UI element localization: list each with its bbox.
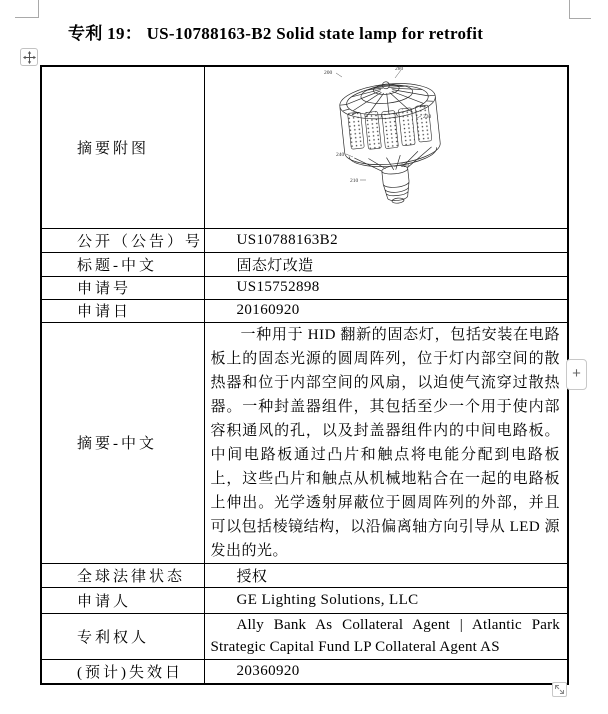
fig-ref-240: 240 [336, 152, 345, 158]
row-label: 专利权人 [41, 613, 204, 659]
application-number: US15752898 [236, 279, 320, 295]
resize-diagonal-icon [553, 683, 566, 696]
row-label: 公开（公告）号 [41, 228, 204, 252]
fig-ref-230: 230 [423, 114, 432, 120]
row-label: 申请号 [41, 276, 204, 299]
patent-info-table [40, 65, 569, 685]
table-row [41, 563, 568, 587]
crop-mark-top-left-vertical [38, 0, 39, 18]
led-retrofit-lamp-drawing-icon [322, 64, 462, 209]
abstract-cn: 一种用于 HID 翻新的固态灯，包括安装在电路板上的固态光源的圆周阵列，位于灯内部空间的散热器和位于内部空间的风扇，以迫使气流穿过散热器。一种封盖器组件，其包括至少一个用于使内部容积通风的孔，以及封盖器组件内的中间电路板。中间电路板通过凸片和触点将电能分配到电路板上，这些凸片和触点从机械地粘合在一起的电路板上伸出。光学透射屏蔽位于圆周阵列的外部，并且可以包括棱镜结构，以沿偏离轴方向引导从 LED 源发出的光。 [210, 326, 560, 559]
crop-mark-top-right-horizontal [569, 18, 591, 19]
assignee: Ally Bank As Collateral Agent | Atlantic Park Strategic Capital Fund LP Collateral Agent AS [210, 617, 560, 655]
plus-button[interactable]: + [566, 359, 587, 390]
fig-ref-280: 280 [395, 66, 404, 72]
crop-mark-top-right-vertical [569, 0, 570, 19]
table-row [41, 252, 568, 276]
fig-ref-210: 210 [350, 178, 359, 184]
page-title: 专利 19： US-10788163-B2 Solid state lamp for retrofit [68, 24, 484, 43]
publication-number: US10788163B2 [236, 231, 338, 248]
application-date: 20160920 [236, 302, 300, 318]
table-row [41, 659, 568, 684]
table-row [41, 322, 568, 563]
table-row [41, 587, 568, 613]
table-row [41, 66, 568, 228]
table-row [41, 613, 568, 659]
row-label: 摘要-中文 [41, 322, 204, 563]
fig-ref-220: 220 [401, 163, 410, 169]
applicant: GE Lighting Solutions, LLC [236, 591, 419, 608]
table-row [41, 276, 568, 299]
row-label: 申请人 [41, 587, 204, 613]
expiry-date: 20360920 [236, 662, 300, 679]
table-row [41, 228, 568, 252]
crop-mark-top-left-horizontal [15, 17, 39, 18]
table-resize-handle[interactable] [552, 682, 567, 697]
row-label: 标题-中文 [41, 252, 204, 276]
move-arrows-icon [23, 51, 36, 64]
table-row [41, 299, 568, 322]
legal-status: 授权 [236, 568, 268, 585]
table-move-handle[interactable] [20, 48, 38, 66]
row-label: 摘要附图 [41, 66, 204, 228]
title-cn: 固态灯改造 [236, 257, 314, 274]
row-label: (预计)失效日 [41, 659, 204, 684]
row-label: 申请日 [41, 299, 204, 322]
row-label: 全球法律状态 [41, 563, 204, 587]
fig-ref-200: 200 [324, 70, 333, 76]
abstract-figure [322, 64, 462, 209]
